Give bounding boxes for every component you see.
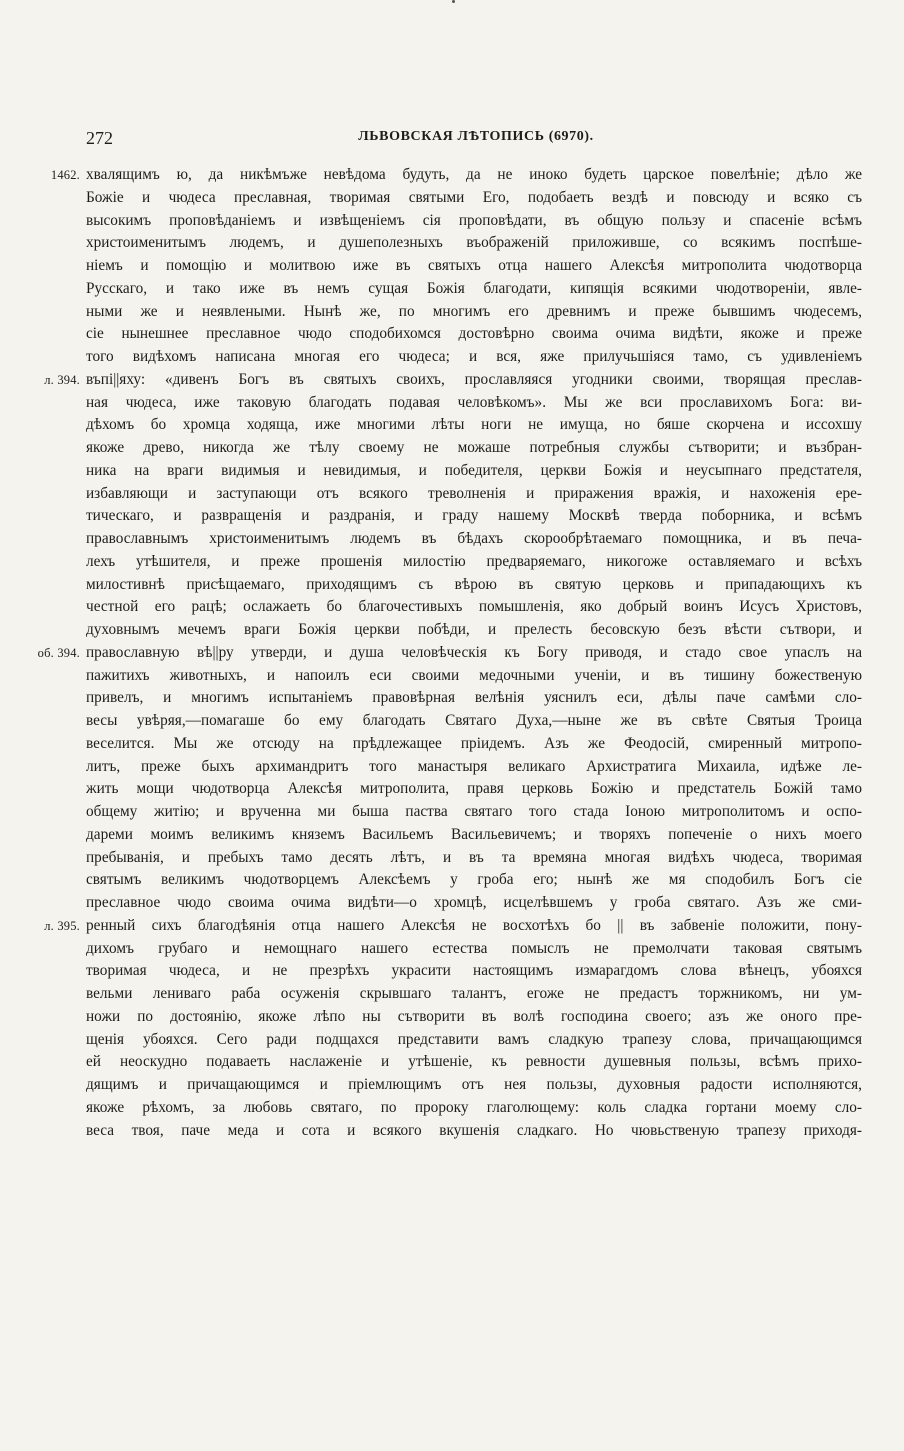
page-speck	[452, 0, 455, 3]
text-line-content: православную вѣ||ру утверди, и душа человѣческія къ Богу приводя, и стадо свое упаслъ на	[86, 643, 862, 661]
text-line	[86, 869, 862, 892]
text-line	[86, 187, 862, 210]
text-line-content: пребыванія, и пребыхъ тамо десять лѣтъ, и въ та времяна многая видѣхъ чюдеса, творимая	[86, 848, 862, 866]
text-line	[86, 1097, 862, 1120]
text-line	[86, 801, 862, 824]
text-line-content: веса твоя, паче меда и сота и всякого вкушенія сладкаго. Но чювьственую трапезу приходя-	[86, 1121, 862, 1139]
text-line-content: въпі||яху: «дивенъ Богъ въ святыхъ своихъ, прославляяся угодники своими, творящая преслав-	[86, 370, 862, 388]
text-line-content: милостивнѣ присѣщаемаго, приходящимъ съ вѣрою въ святую церковь и припадающихъ къ	[86, 575, 862, 593]
text-line	[86, 301, 862, 324]
text-line	[86, 710, 862, 733]
text-line-content: дящимъ и причащающимся и пріемлющимъ отъ нея пользы, духовныя радости исполняются,	[86, 1076, 862, 1093]
text-line	[37, 642, 862, 665]
text-line	[86, 1006, 862, 1029]
text-line	[86, 960, 862, 983]
margin-folio-note: 1462.	[50, 168, 80, 182]
text-line-content: сіе нынешнее преславное чюдо сподобихомся достовѣрно своима очима видѣти, якоже и преже	[86, 325, 862, 343]
running-title: ЛЬВОВСКАЯ ЛѢТОПИСЬ (6970).	[358, 129, 594, 144]
text-line	[86, 255, 862, 278]
text-line-content: весы увѣряя,—помагаше бо ему благодать Святаго Духа,—ныне же въ свѣте Святыя Троица	[86, 712, 862, 729]
text-line	[86, 460, 862, 483]
text-line-content: общему житію; и врученна ми быша паства святаго того стада Іоною митрополитомъ и оспо-	[86, 803, 862, 820]
text-line-content: Русскаго, и тако иже въ немъ сущая Божія благодати, кипящія всякими чюдотвореніи, явле-	[86, 279, 862, 297]
text-line-content: тическаго, и развращенія и раздранія, и граду нашему Москвѣ тверда поборника, и всѣмъ	[86, 507, 862, 525]
text-line	[86, 528, 862, 551]
text-line	[86, 392, 862, 415]
text-line	[86, 983, 862, 1006]
text-line-content: вельми лениваго раба осуженія скрывшаго талантъ, егоже не предастъ торжникомъ, ни ум-	[86, 985, 862, 1002]
text-line-content: честной его рацѣ; ослажаеть бо благочестивыхъ помышленія, яко добрый воинъ Исусъ Христовъ,	[86, 598, 862, 616]
text-line	[86, 1074, 862, 1097]
text-line-content: дѣхомъ бо хромца ходяща, иже многими лѣты ноги не имуща, но бяше скорчена и иссохшу	[86, 416, 862, 434]
text-line	[86, 437, 862, 460]
text-line-content: ренный сихъ благодѣянія отца нашего Алексѣя не восхотѣхъ бо || въ забвеніе положити, пону-	[86, 916, 862, 934]
text-line	[44, 369, 862, 392]
text-line-content: щенія убояхся. Сего ради подщахся представити вамъ сладкую трапезу слова, причащающимся	[86, 1030, 862, 1048]
page-number: 272	[86, 128, 113, 148]
text-line-content: ніемъ и помощію и молитвою иже въ святыхъ отца нашего Алексѣя митрополита чюдотворца	[86, 257, 862, 274]
margin-folio-note: л. 395.	[44, 918, 80, 933]
text-line-content: литъ, преже быхъ архимандритъ того манастыря великаго Архистратига Михаила, идѣже ле-	[86, 757, 862, 775]
text-line	[86, 574, 862, 597]
margin-folio-note: л. 394.	[44, 372, 80, 387]
text-line	[86, 665, 862, 688]
text-line-content: хвалящимъ ю, да никѣмъже невѣдома будуть, да не иноко будеть царское повелѣніе; дѣло же	[86, 166, 862, 183]
text-line	[86, 619, 862, 642]
text-line-content: якоже рѣхомъ, за любовь святаго, по пророку глаголющему: коль сладка гортани моему сло-	[86, 1098, 862, 1116]
text-line	[86, 596, 862, 619]
text-line	[86, 1029, 862, 1052]
text-line-content: веселится. Мы же отсюду на прѣдлежащее пріидемъ. Азъ же Феодосій, смиренный митропо-	[86, 734, 862, 752]
margin-folio-note: об. 394.	[37, 645, 80, 660]
text-line-content: Божіе и чюдеса преславная, творимая святыми Его, подобаеть вездѣ и повсюду и всяко съ	[86, 188, 862, 206]
text-line	[86, 1051, 862, 1074]
text-line	[86, 505, 862, 528]
page-header	[86, 128, 866, 152]
text-line-content: жить мощи чюдотворца Алексѣя митрополита, правя церковь Божію и предстатель Божій тамо	[86, 780, 862, 798]
text-line	[86, 733, 862, 756]
text-line-content: пажитихъ животныхъ, и напоилъ еси своими медочными ученіи, и въ тишину божественую	[86, 666, 862, 684]
text-line-content: творимая чюдеса, и не презрѣхъ украсити настоящимъ измарагдомъ слова вѣнецъ, убояхся	[86, 962, 862, 980]
text-line	[86, 756, 862, 779]
text-line-content: духовнымъ мечемъ враги Божія церкви побѣди, и прелесть бесовскую безъ вѣсти сътвори, и	[86, 621, 862, 638]
chronicle-text	[37, 164, 862, 1142]
text-line-content: привелъ, и многимъ испытаніемъ правовѣрная велѣнія уяснилъ еси, дѣлы паче самѣми сло-	[86, 689, 862, 707]
text-line-content: христоименитымъ людемъ, и душеполезныхъ въображеній приложивше, со всякимъ поспѣше-	[86, 234, 862, 252]
text-line-content: лехъ утѣшителя, и преже прошенія милостію предваряемаго, никогоже оставляемаго и всѣхъ	[86, 552, 862, 570]
text-line	[86, 346, 862, 369]
text-line	[86, 824, 862, 847]
text-line-content: преславное чюдо своима очима видѣти—о хромцѣ, исцелѣвшемъ у гроба святаго. Азъ же сми-	[86, 894, 862, 911]
text-line	[86, 1120, 862, 1143]
text-line	[86, 847, 862, 870]
text-line	[86, 323, 862, 346]
text-line-content: якоже древо, никогда же тѣлу своему не можаше потребныя службы сътворити; и възбран-	[86, 439, 862, 456]
text-line	[86, 551, 862, 574]
text-line-content: высокимъ проповѣданіемъ и извѣщеніемъ сія проповѣдати, въ общую пользу и спасеніе всѣмъ	[86, 211, 862, 229]
text-line	[86, 232, 862, 255]
text-line-content: ножи по достоянію, якоже лѣпо ны сътворити въ волѣ господина своего; азъ же оного пре-	[86, 1007, 862, 1025]
text-line	[86, 278, 862, 301]
text-line-content: избавляющи и заступающи отъ всякого треволненія и приражения вражія, и нахоженія ере-	[86, 484, 862, 502]
text-line	[86, 778, 862, 801]
text-line	[86, 892, 862, 915]
text-line	[44, 915, 862, 938]
text-line-content: того видѣхомъ написана многая его чюдеса; и вся, яже прилучьшіяся тамо, съ удивленіемъ	[86, 348, 862, 365]
text-line-content: святымъ великимъ чюдотворцемъ Алексѣемъ у гроба его; нынѣ же мя сподобилъ Богъ сіе	[86, 871, 862, 889]
text-line-content: ная чюдеса, иже таковую благодать подавая человѣкомъ». Мы же вси прославихомъ Бога: ви-	[86, 393, 862, 411]
text-line-content: дихомъ грубаго и немощнаго нашего естества помыслъ не премолчати таковая святымъ	[86, 939, 862, 957]
text-line	[86, 414, 862, 437]
text-line	[86, 210, 862, 233]
text-line-content: ей неоскудно подаваеть наслаженіе и утѣшеніе, къ ревности душевныя пользы, всѣмъ прихо-	[86, 1053, 862, 1071]
text-line-content: ника на враги видимыя и невидимыя, и победителя, церкви Божія и неусыпнаго предстателя,	[86, 461, 862, 479]
text-line	[86, 938, 862, 961]
text-line-content: ными же и неявлеными. Нынѣ же, по многимъ его древнимъ и преже бывшимъ чюдесемъ,	[86, 302, 862, 320]
text-line-content: дареми моимъ великимъ княземъ Васильемъ Васильевичемъ; и творяхъ попеченіе о нихъ моего	[86, 825, 862, 843]
text-line-content: православнымъ христоименитымъ людемъ въ бѣдахъ скорообрѣтаемаго помощника, и въ печа-	[86, 530, 862, 547]
text-line	[86, 483, 862, 506]
text-line	[50, 164, 862, 187]
text-line	[86, 687, 862, 710]
